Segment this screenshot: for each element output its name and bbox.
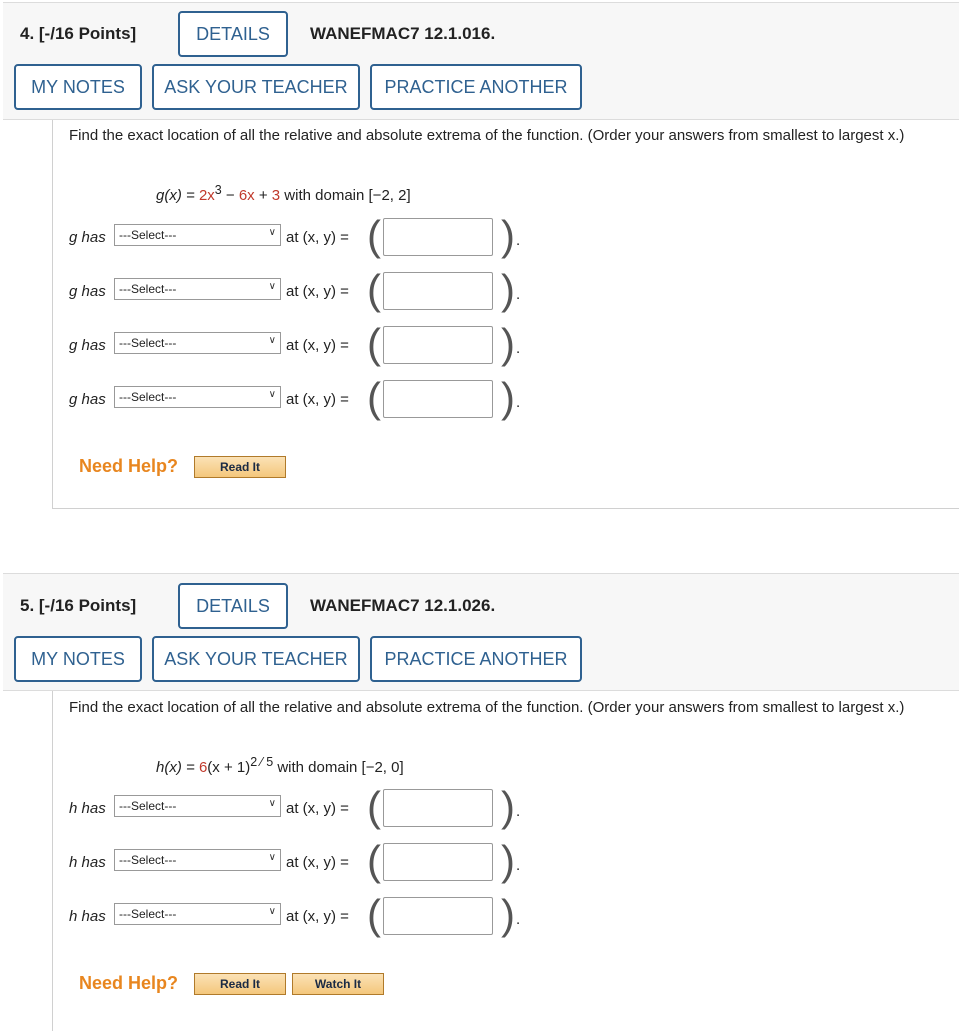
chevron-down-icon: ∨ <box>268 798 276 809</box>
q5-watch-it-button[interactable]: Watch It <box>292 973 384 995</box>
q5-answer-row <box>69 783 529 831</box>
q5-extrema-select[interactable] <box>114 903 281 925</box>
left-paren: ( <box>367 837 381 884</box>
q4-code: WANEFMAC7 12.1.016. <box>310 24 496 43</box>
q4-row-at-label: at (x, y) = <box>286 229 349 246</box>
q4-my-notes-button[interactable]: MY NOTES <box>14 64 142 110</box>
q5-number: 5. [-/16 Points] <box>20 596 137 615</box>
q4-ask-teacher-button[interactable]: ASK YOUR TEACHER <box>152 64 360 110</box>
q5-row-label: h has <box>69 908 106 925</box>
right-paren: ) <box>501 212 515 259</box>
left-paren: ( <box>367 266 381 313</box>
chevron-down-icon: ∨ <box>268 389 276 400</box>
q5-answer-row <box>69 891 529 939</box>
q4-function <box>156 183 411 204</box>
q4-body <box>52 120 959 509</box>
q5-extrema-select[interactable] <box>114 849 281 871</box>
q4-prompt: Find the exact location of all the relative and absolute extrema of the function. (Order your answers from smallest to largest x.) <box>69 127 905 144</box>
q4-row-at-label: at (x, y) = <box>286 337 349 354</box>
q4-answer-row <box>69 212 529 260</box>
q5-prompt: Find the exact location of all the relative and absolute extrema of the function. (Order your answers from smallest to largest x.) <box>69 699 905 716</box>
q5-answer-input[interactable] <box>383 897 493 935</box>
q4-func-term-a: 2x <box>198 187 215 204</box>
q4-answer-row <box>69 320 529 368</box>
right-paren: ) <box>501 320 515 367</box>
select-value: ---Select--- <box>119 336 177 350</box>
q4-row-label: g has <box>69 229 106 246</box>
q4-func-name: g(x) = <box>156 187 195 204</box>
q4-extrema-select[interactable] <box>114 332 281 354</box>
right-paren: ) <box>501 783 515 830</box>
q4-extrema-select[interactable] <box>114 386 281 408</box>
q5-answer-input[interactable] <box>383 843 493 881</box>
chevron-down-icon: ∨ <box>268 335 276 346</box>
left-paren: ( <box>367 320 381 367</box>
q5-func-domain: with domain [−2, 0] <box>273 759 404 776</box>
right-paren: ) <box>501 374 515 421</box>
q5-answer-input[interactable] <box>383 789 493 827</box>
q5-my-notes-button[interactable]: MY NOTES <box>14 636 142 682</box>
q4-extrema-select[interactable] <box>114 224 281 246</box>
q5-extrema-select[interactable] <box>114 795 281 817</box>
q5-practice-another-button[interactable]: PRACTICE ANOTHER <box>370 636 582 682</box>
period: . <box>516 340 521 357</box>
q5-ask-teacher-button[interactable]: ASK YOUR TEACHER <box>152 636 360 682</box>
select-value: ---Select--- <box>119 907 177 921</box>
left-paren: ( <box>367 212 381 259</box>
q4-func-plus: + <box>254 187 272 204</box>
chevron-down-icon: ∨ <box>268 227 276 238</box>
chevron-down-icon: ∨ <box>268 281 276 292</box>
q5-func-name: h(x) = <box>156 759 195 776</box>
period: . <box>516 857 521 874</box>
q5-answer-row <box>69 837 529 885</box>
right-paren: ) <box>501 837 515 884</box>
chevron-down-icon: ∨ <box>268 852 276 863</box>
q4-func-exponent: 3 <box>214 183 222 197</box>
chevron-down-icon: ∨ <box>268 906 276 917</box>
q5-function <box>156 755 404 776</box>
q5-row-at-label: at (x, y) = <box>286 854 349 871</box>
q4-func-term-c: 3 <box>271 187 281 204</box>
q4-func-minus: − <box>221 187 239 204</box>
period: . <box>516 286 521 303</box>
q4-extrema-select[interactable] <box>114 278 281 300</box>
q4-answer-input[interactable] <box>383 218 493 256</box>
q5-row-label: h has <box>69 800 106 817</box>
q5-row-at-label: at (x, y) = <box>286 908 349 925</box>
select-value: ---Select--- <box>119 390 177 404</box>
q4-practice-another-button[interactable]: PRACTICE ANOTHER <box>370 64 582 110</box>
q5-read-it-button[interactable]: Read It <box>194 973 286 995</box>
q5-func-coefficient: 6 <box>198 759 208 776</box>
left-paren: ( <box>367 374 381 421</box>
q5-body <box>52 691 959 1031</box>
q5-func-exponent: 2 ⁄ 5 <box>250 755 274 769</box>
q4-details-button[interactable]: DETAILS <box>178 11 288 57</box>
period: . <box>516 232 521 249</box>
q4-row-at-label: at (x, y) = <box>286 283 349 300</box>
q4-answer-row <box>69 266 529 314</box>
q4-row-label: g has <box>69 283 106 300</box>
q4-answer-input[interactable] <box>383 272 493 310</box>
left-paren: ( <box>367 783 381 830</box>
right-paren: ) <box>501 266 515 313</box>
q4-answer-row <box>69 374 529 422</box>
q4-row-at-label: at (x, y) = <box>286 391 349 408</box>
select-value: ---Select--- <box>119 228 177 242</box>
q4-number: 4. [-/16 Points] <box>20 24 137 43</box>
q5-row-label: h has <box>69 854 106 871</box>
q5-header <box>3 573 959 691</box>
q5-row-at-label: at (x, y) = <box>286 800 349 817</box>
q4-answer-input[interactable] <box>383 380 493 418</box>
period: . <box>516 803 521 820</box>
left-paren: ( <box>367 891 381 938</box>
select-value: ---Select--- <box>119 282 177 296</box>
period: . <box>516 911 521 928</box>
q4-row-label: g has <box>69 337 106 354</box>
q4-row-label: g has <box>69 391 106 408</box>
q5-details-button[interactable]: DETAILS <box>178 583 288 629</box>
q5-need-help: Need Help? <box>79 973 179 993</box>
q4-need-help: Need Help? <box>79 456 179 476</box>
right-paren: ) <box>501 891 515 938</box>
period: . <box>516 394 521 411</box>
select-value: ---Select--- <box>119 853 177 867</box>
q4-func-domain: with domain [−2, 2] <box>280 187 411 204</box>
select-value: ---Select--- <box>119 799 177 813</box>
q4-read-it-button[interactable]: Read It <box>194 456 286 478</box>
q4-header <box>3 2 959 120</box>
q4-answer-input[interactable] <box>383 326 493 364</box>
q5-code: WANEFMAC7 12.1.026. <box>310 596 496 615</box>
q5-func-base: (x + 1) <box>207 759 251 776</box>
q4-func-term-b: 6x <box>238 187 255 204</box>
